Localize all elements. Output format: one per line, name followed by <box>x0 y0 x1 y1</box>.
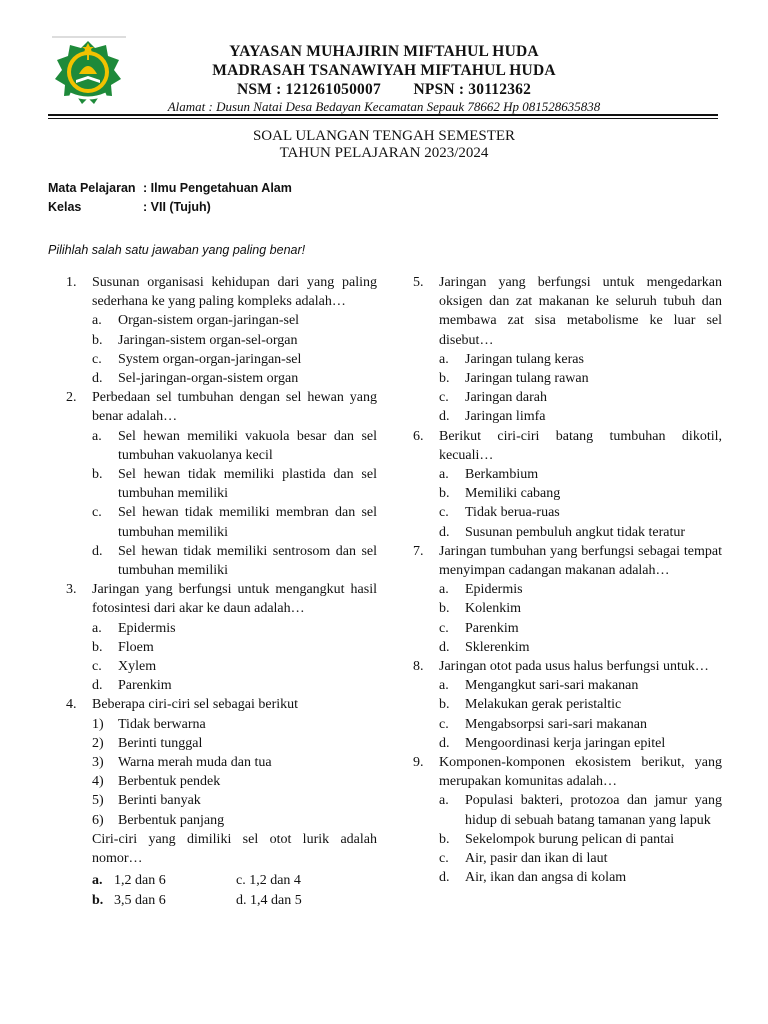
options-row-1 <box>66 871 377 890</box>
subject-label: Mata Pelajaran <box>48 181 136 195</box>
exam-title-line1: SOAL ULANGAN TENGAH SEMESTER <box>252 128 516 144</box>
question-5 <box>413 273 722 350</box>
class-label: Kelas <box>48 200 82 214</box>
question-1 <box>66 273 377 311</box>
school-address: Alamat : Dusun Natai Desa Bedayan Kecamatan Sepauk 78662 Hp 081528635838 <box>167 99 601 114</box>
option-c: c. Mengabsorpsi sari-sari makanan <box>439 716 647 732</box>
question-number: 7. <box>413 543 424 559</box>
question-text: Perbedaan sel tumbuhan dengan sel hewan yang benar adalah… <box>92 390 377 425</box>
instruction: Pilihlah salah satu jawaban yang paling benar! <box>48 243 306 257</box>
exam-title-line2: TAHUN PELAJARAN 2023/2024 <box>279 145 489 161</box>
option-b: b. Melakukan gerak peristaltic <box>439 697 622 713</box>
question-number: 6. <box>413 428 424 444</box>
question-text: Jaringan tumbuhan yang berfungsi sebagai tempat menyimpan cadangan makanan adalah… <box>439 543 722 579</box>
feature-item-6: 6) Berbentuk panjang <box>92 812 225 828</box>
option-d: d. Susunan pembuluh angkut tidak teratur <box>439 524 686 540</box>
question-4 <box>66 695 377 714</box>
option-c: c. Jaringan darah <box>439 390 548 406</box>
option-b: b. Memiliki cabang <box>439 486 561 502</box>
question-text: Jaringan otot pada usus halus berfungsi untuk… <box>439 659 709 675</box>
option-b: b. Sel hewan tidak memiliki plastida dan sel tumbuhan memiliki <box>92 467 377 502</box>
question-2 <box>66 388 377 426</box>
option-d: d. Air, ikan dan angsa di kolam <box>439 870 627 886</box>
header-divider <box>48 114 718 116</box>
question-number: 3. <box>66 582 77 598</box>
exam-meta <box>48 179 292 217</box>
question-number: 8. <box>413 659 424 675</box>
option-b: b. 3,5 dan 6 <box>92 892 166 908</box>
option-a: a. Jaringan tulang keras <box>439 351 584 367</box>
question-text: Susunan organisasi kehidupan dari yang paling sederhana ke yang paling kompleks adalah… <box>92 275 377 310</box>
feature-item-3: 3) Warna merah muda dan tua <box>92 755 272 771</box>
option-d: d. Sel hewan tidak memiliki sentrosom dan sel tumbuhan memiliki <box>92 543 377 579</box>
option-c: c. Sel hewan tidak memiliki membran dan sel tumbuhan memiliki <box>92 505 377 540</box>
option-b: b. Jaringan-sistem organ-sel-organ <box>92 332 298 348</box>
question-3 <box>66 580 377 618</box>
option-d: d. Mengoordinasi kerja jaringan epitel <box>439 735 666 751</box>
option-a: a. Epidermis <box>439 582 523 598</box>
question-number: 4. <box>66 697 77 713</box>
question-number: 1. <box>66 275 77 290</box>
foundation-name: YAYASAN MUHAJIRIN MIFTAHUL HUDA <box>229 43 539 60</box>
feature-item-4: 4) Berbentuk pendek <box>92 774 221 790</box>
feature-item-1: 1) Tidak berwarna <box>92 716 206 732</box>
question-text: Beberapa ciri-ciri sel sebagai berikut <box>92 697 299 713</box>
school-name: MADRASAH TSANAWIYAH MIFTAHUL HUDA <box>212 62 556 79</box>
option-a: a. Sel hewan memiliki vakuola besar dan sel tumbuhan vakuolanya kecil <box>92 428 377 463</box>
option-d: d. Sklerenkim <box>439 639 530 655</box>
option-a: a. Organ-sistem organ-jaringan-sel <box>92 313 300 329</box>
options-row-2 <box>66 891 377 910</box>
school-ids: NSM : 121261050007 NPSN : 30112362 <box>236 81 532 98</box>
option-a: a. Mengangkut sari-sari makanan <box>439 678 639 694</box>
option-c: c. Air, pasir dan ikan di laut <box>439 851 608 867</box>
header-divider-thin <box>48 118 718 119</box>
option-c: c. Tidak berua-ruas <box>439 505 560 521</box>
option-b: b. Jaringan tulang rawan <box>439 371 589 387</box>
option-d: d. Parenkim <box>92 678 172 694</box>
question-text: Jaringan yang berfungsi untuk mengangkut hasil fotosintesi dari akar ke daun adalah… <box>92 582 377 617</box>
option-a: a. Populasi bakteri, protozoa dan jamur yang hidup di sebuah batang tamanan yang lapuk <box>439 793 722 828</box>
option-d: d. Sel-jaringan-organ-sistem organ <box>92 371 299 387</box>
question-column-left <box>66 273 377 910</box>
subject-value: : Ilmu Pengetahuan Alam <box>143 181 292 195</box>
option-d: d. 1,4 dan 5 <box>235 892 302 908</box>
question-4-prompt: Ciri-ciri yang dimiliki sel otot lurik adalah nomor… <box>92 831 377 867</box>
option-a: a. Berkambium <box>439 467 539 483</box>
question-text: Berikut ciri-ciri batang tumbuhan dikotil, kecuali… <box>439 428 722 463</box>
madrasah-logo <box>48 36 128 106</box>
feature-item-5: 5) Berinti banyak <box>92 793 201 809</box>
option-a: a. 1,2 dan 6 <box>92 873 166 889</box>
question-9 <box>413 753 722 791</box>
question-8 <box>413 657 722 676</box>
option-c: c. System organ-organ-jaringan-sel <box>92 351 302 367</box>
option-d: d. Jaringan limfa <box>439 409 546 425</box>
option-b: b. Floem <box>92 639 154 655</box>
question-6 <box>413 427 722 465</box>
feature-item-2: 2) Berinti tunggal <box>92 735 203 751</box>
exam-title <box>0 128 768 162</box>
option-c: c. 1,2 dan 4 <box>235 873 301 889</box>
option-a: a. Epidermis <box>92 620 176 636</box>
question-text: Jaringan yang berfungsi untuk mengedarkan oksigen dan zat makanan ke seluruh tubuh dan membawa zat sisa metabolisme ke luar sel disebut… <box>439 275 722 348</box>
option-c: c. Xylem <box>92 659 157 675</box>
question-text: Komponen-komponen ekosistem berikut, yang merupakan komunitas adalah… <box>439 755 722 790</box>
letterhead <box>128 42 640 115</box>
option-c: c. Parenkim <box>439 620 519 636</box>
question-7 <box>413 542 722 580</box>
question-number: 5. <box>413 275 424 290</box>
question-column-right <box>413 273 722 888</box>
question-number: 2. <box>66 390 77 406</box>
option-b: b. Kolenkim <box>439 601 521 617</box>
option-b: b. Sekelompok burung pelican di pantai <box>439 831 675 847</box>
class-value: : VII (Tujuh) <box>143 200 211 214</box>
question-number: 9. <box>413 755 424 771</box>
